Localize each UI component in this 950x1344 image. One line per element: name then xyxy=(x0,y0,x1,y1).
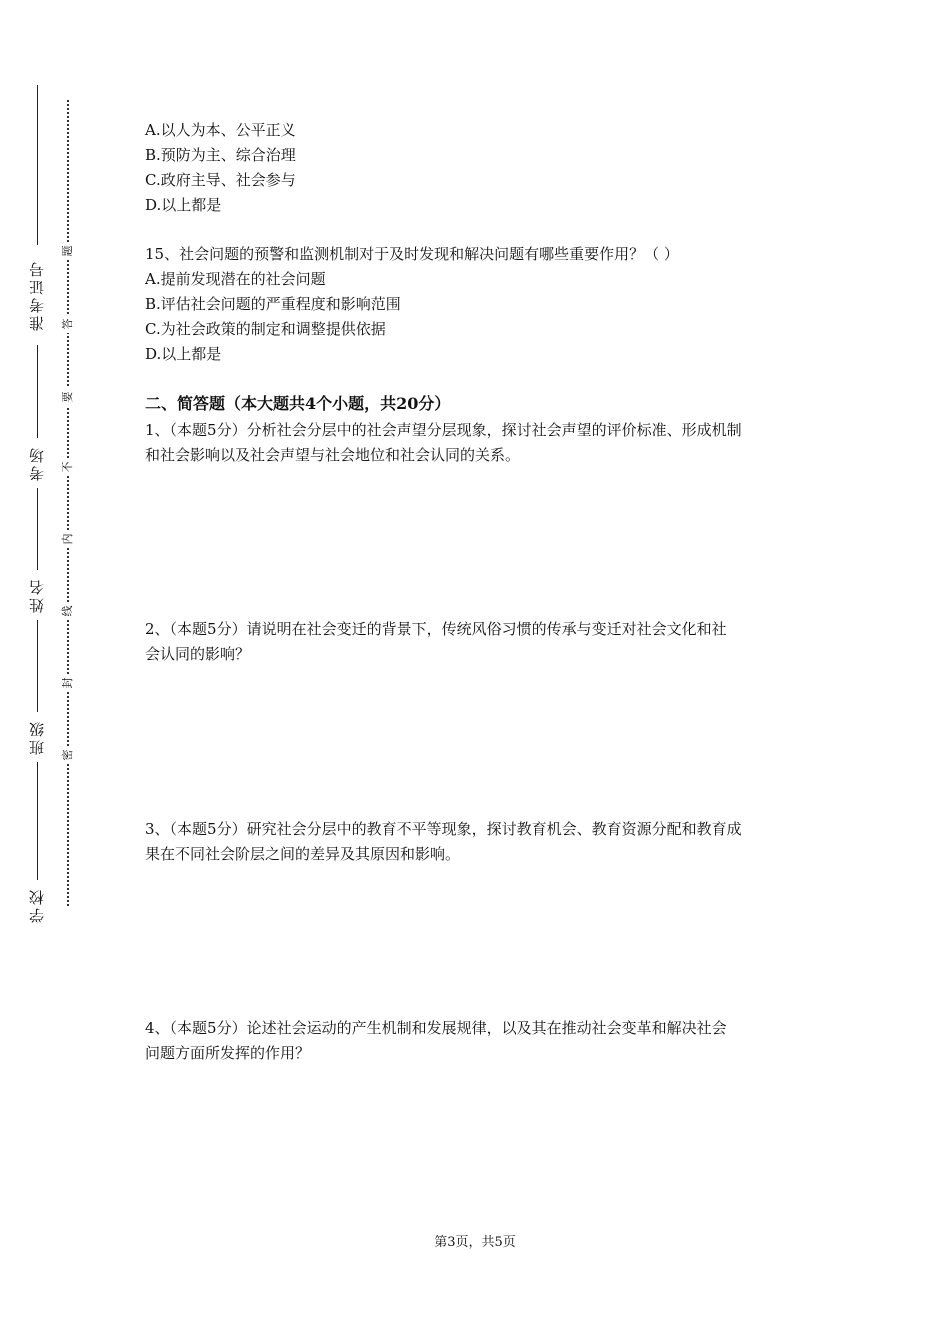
page-footer: 第3页，共5页 xyxy=(434,1235,516,1250)
question-line: 问题方面所发挥的作用？ xyxy=(145,1044,311,1062)
q14-option-c: C.政府主导、社会参与 xyxy=(145,171,296,189)
binding-dotted-line xyxy=(67,100,69,906)
q15-option-d: D.以上都是 xyxy=(145,345,222,363)
school-label: 学校 xyxy=(23,880,51,930)
seal-char: 线 xyxy=(61,602,75,620)
class-label: 班级 xyxy=(23,712,51,762)
q15-option-a: A.提前发现潜在的社会问题 xyxy=(145,270,326,288)
question-line: 3、（本题5分）研究社会分层中的教育不平等现象，探讨教育机会、教育资源分配和教育成 xyxy=(145,820,742,838)
seal-char: 封 xyxy=(61,674,75,692)
question-line: 果在不同社会阶层之间的差异及其原因和影响。 xyxy=(145,845,461,863)
section-title: 二、简答题（本大题共4个小题，共20分） xyxy=(145,394,451,413)
binding-solid-line xyxy=(37,85,38,925)
seal-char: 密 xyxy=(61,746,75,764)
seal-char: 不 xyxy=(61,458,75,476)
question-line: 和社会影响以及社会声望与社会地位和社会认同的关系。 xyxy=(145,446,521,464)
question-line: 4、（本题5分）论述社会运动的产生机制和发展规律，以及其在推动社会变革和解决社会 xyxy=(145,1019,727,1037)
question-line: 1、（本题5分）分析社会分层中的社会声望分层现象，探讨社会声望的评价标准、形成机制 xyxy=(145,421,742,439)
question-line: 2、（本题5分）请说明在社会变迁的背景下，传统风俗习惯的传承与变迁对社会文化和社 xyxy=(145,620,727,638)
q15-stem: 15、社会问题的预警和监测机制对于及时发现和解决问题有哪些重要作用？（ ） xyxy=(145,245,679,263)
q14-option-b: B.预防为主、综合治理 xyxy=(145,146,296,164)
q15-option-b: B.评估社会问题的严重程度和影响范围 xyxy=(145,295,401,313)
exam-room-label: 考场 xyxy=(23,438,51,488)
seal-char: 题 xyxy=(61,242,75,260)
seal-char: 要 xyxy=(61,388,75,406)
exam-id-label: 准考证号 xyxy=(23,245,51,345)
seal-char: 答 xyxy=(61,315,75,333)
q14-option-d: D.以上都是 xyxy=(145,196,222,214)
seal-char: 内 xyxy=(61,530,75,548)
question-line: 会认同的影响？ xyxy=(145,645,251,663)
q14-option-a: A.以人为本、公平正义 xyxy=(145,121,296,139)
name-label: 姓名 xyxy=(23,570,51,620)
q15-option-c: C.为社会政策的制定和调整提供依据 xyxy=(145,320,386,338)
